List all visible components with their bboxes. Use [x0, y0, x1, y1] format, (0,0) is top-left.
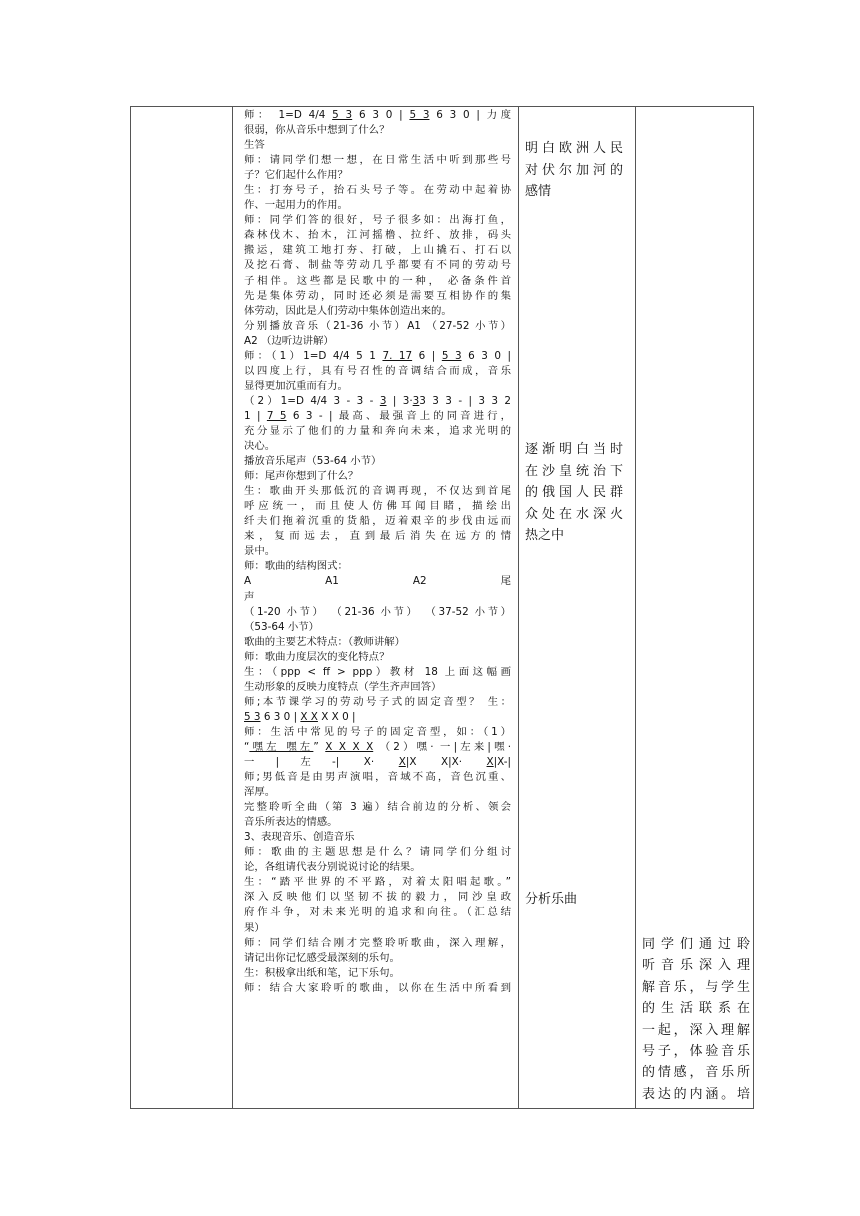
process-line: [244, 529, 511, 544]
underlined-notation: 5 3: [332, 109, 353, 121]
process-text: 子？它们起什么作用？: [244, 169, 348, 182]
intent-line: 在沙皇统治下: [525, 463, 623, 479]
process-line: [244, 574, 511, 589]
process-line: [244, 830, 511, 845]
process-line: [244, 815, 511, 830]
process-text: 分别播放音乐（21-36 小节）A1 （27-52 小节）: [244, 319, 511, 332]
process-text: 景中。: [244, 545, 276, 558]
underlined-notation: 7. 17: [382, 349, 413, 362]
intent-line: 感情: [525, 184, 552, 199]
process-text: 师：尾声你想到了什么？: [244, 470, 359, 483]
table-left-border: [130, 106, 131, 1109]
process-line: [244, 590, 511, 605]
note-line: 听音乐深入理: [642, 958, 750, 974]
process-line: [244, 620, 511, 635]
process-text: “: [244, 740, 250, 753]
process-text: | 3·: [386, 394, 413, 407]
process-line: [244, 168, 511, 183]
process-text: A A1 A2 尾: [244, 575, 511, 588]
notes-column: [642, 934, 750, 1105]
process-line: [244, 740, 511, 755]
process-text: 歌曲的主要艺术特点：（教师讲解）: [244, 635, 406, 648]
process-text: 以四度上行，具有号召性的音调结合而成，音乐: [244, 364, 511, 377]
underlined-notation: 3: [379, 394, 387, 407]
process-line: [244, 319, 511, 334]
process-line: [244, 890, 511, 905]
process-text: 6 3 0 |: [461, 349, 511, 362]
teaching-process-column: [244, 108, 511, 996]
underlined-notation: 3: [412, 394, 420, 407]
process-text: 及挖石膏、制盐等劳动几乎都要有不同的劳动号: [244, 259, 511, 272]
process-line: [244, 183, 511, 198]
process-line: [244, 289, 511, 304]
process-text: 音乐所表达的情感。: [244, 816, 338, 829]
note-line: 解音乐，与学生: [642, 979, 750, 995]
process-text: 师：生活中常见的号子的固定音型，如：（1）: [244, 725, 511, 738]
process-line: [244, 469, 511, 484]
note-line: 的情感，音乐所: [642, 1065, 750, 1081]
process-line: [244, 770, 511, 785]
process-line: [244, 921, 511, 936]
process-text: 3 3 3 - | 3 3 2: [419, 394, 511, 407]
process-text: 生答: [244, 139, 265, 152]
process-text: 6 3 0 |: [352, 109, 410, 121]
process-line: [244, 138, 511, 153]
process-line: [244, 875, 511, 890]
process-line: [244, 860, 511, 875]
note-line: 号子，体验音乐: [642, 1043, 750, 1059]
underlined-notation: 嘿左 嘿左: [249, 740, 314, 753]
process-line: [244, 379, 511, 394]
process-line: [244, 439, 511, 454]
process-text: 师;本节课学习的劳动号子式的固定音型？ 生：: [244, 695, 511, 708]
note-line: 表达的内涵。培: [642, 1086, 750, 1102]
process-text: 生：打夯号子，抬石头号子等。在劳动中起着协: [244, 184, 511, 197]
intent-line: 的俄国人民群: [525, 485, 623, 500]
process-text: 体劳动，因此是人们劳动中集体创造出来的。: [244, 304, 452, 317]
lesson-table: [130, 106, 754, 1109]
process-line: [244, 349, 511, 364]
table-top-border: [130, 106, 754, 107]
underlined-notation: 5 3: [441, 349, 462, 362]
process-line: [244, 274, 511, 289]
process-text: 决心。: [244, 440, 276, 453]
underlined-notation: X: [486, 756, 494, 769]
process-line: [244, 123, 511, 138]
process-text: 请记出你记忆感受最深刻的乐句。: [244, 951, 400, 964]
column-divider-3: [635, 106, 636, 1109]
process-text: 府作斗争，对未来光明的追求和向往。（汇总结: [244, 906, 511, 919]
column-divider-2: [518, 106, 519, 1109]
process-line: [244, 845, 511, 860]
process-text: 6 |: [412, 349, 442, 362]
process-line: [244, 243, 511, 258]
process-line: [244, 936, 511, 951]
underlined-notation: 5 3: [244, 710, 261, 723]
process-line: [244, 228, 511, 243]
intent-line: 众处在水深火: [525, 506, 623, 522]
process-text: （2）1=D 4/4 3 - 3 -: [244, 394, 380, 407]
intent-line: 逐渐明白当时: [525, 442, 623, 457]
process-text: 6 3 - | 最高、最强音上的同音进行，: [286, 409, 511, 422]
process-line: [244, 258, 511, 273]
process-text: 呼应统一，而且使人仿佛耳闻目睹，描绘出: [244, 500, 511, 513]
process-text: 生：（ppp < ff > ppp）教材 18 上面这幅画: [244, 665, 511, 678]
process-text: 声: [244, 590, 255, 603]
process-line: [244, 544, 511, 559]
process-line: [244, 951, 511, 966]
process-text: 显得更加沉重而有力。: [244, 379, 348, 392]
process-line: [244, 394, 511, 409]
process-line: [244, 650, 511, 665]
process-line: [244, 710, 511, 725]
process-line: [244, 680, 511, 695]
column-divider-1: [232, 106, 233, 1109]
process-line: [244, 213, 511, 228]
process-text: 师：结合大家聆听的歌曲，以你在生活中所看到: [244, 981, 511, 994]
note-line: 的生活联系在: [642, 1001, 750, 1017]
note-line: 同学们通过聆: [642, 937, 750, 952]
process-text: |X X|X·: [405, 756, 487, 769]
underlined-notation: 7 5: [266, 409, 287, 422]
process-line: [244, 800, 511, 815]
process-line: [244, 981, 511, 996]
process-text: 1 |: [244, 409, 267, 422]
process-text: X X 0 |: [317, 710, 356, 723]
note-line: 一起，深入理解: [642, 1022, 750, 1038]
design-intent-block-2: [525, 439, 623, 547]
process-text: 师：歌曲的结构图式：: [244, 560, 348, 573]
process-line: [244, 559, 511, 574]
intent-line: 明白欧洲人民: [525, 141, 623, 156]
process-text: 论，各组请代表分别说说讨论的结果。: [244, 861, 421, 874]
process-line: [244, 635, 511, 650]
process-line: [244, 725, 511, 740]
process-text: 深入反映他们以坚韧不拔的毅力，同沙皇政: [244, 891, 511, 904]
process-text: 师：（1）1=D 4/4 5 1: [244, 349, 383, 362]
process-text: 6 3 0 | 力度: [429, 109, 511, 121]
intent-line: 热之中: [525, 528, 565, 543]
process-text: 森林伐木、抬木，江河摇橹、拉纤、放排，码头: [244, 229, 511, 242]
process-text: 纤夫们拖着沉重的货船，迈着艰辛的步伐由远而: [244, 515, 511, 528]
process-line: [244, 695, 511, 710]
process-text: 播放音乐尾声（53-64 小节）: [244, 455, 382, 468]
process-line: [244, 665, 511, 680]
process-line: [244, 334, 511, 349]
process-text: 来，复而远去，直到最后消失在远方的情: [244, 530, 511, 543]
intent-line: 对伏尔加河的: [525, 162, 623, 178]
process-line: [244, 785, 511, 800]
intent-line: 分析乐曲: [525, 892, 578, 907]
process-text: 浑厚。: [244, 786, 276, 799]
underlined-notation: X X X X: [325, 740, 374, 753]
process-text: 6 3 0 |: [260, 710, 301, 723]
process-line: [244, 198, 511, 213]
process-text: 生动形象的反映力度特点（学生齐声回答）: [244, 680, 442, 693]
process-line: [244, 454, 511, 469]
process-line: [244, 966, 511, 981]
process-text: 师;男低音是由男声演唱，音域不高，音色沉重、: [244, 771, 511, 784]
process-text: 师：歌曲的主题思想是什么？请同学们分组讨: [244, 846, 511, 859]
process-text: （53-64 小节）: [244, 620, 320, 633]
underlined-notation: X: [398, 756, 406, 769]
process-text: |X-|: [493, 756, 511, 769]
table-right-border: [753, 106, 754, 1109]
process-text: 一|左-| X·: [244, 756, 399, 769]
process-text: ”: [313, 740, 326, 753]
process-text: 子相伴。这些都是民歌中的一种， 必备条件首: [244, 274, 511, 287]
process-text: 师： 1=D 4/4: [244, 109, 333, 121]
process-text: 充分显示了他们的力量和奔向未来，追求光明的: [244, 424, 511, 437]
process-text: 搬运，建筑工地打夯、打破，上山撬石、打石以: [244, 244, 511, 257]
process-text: 3、表现音乐、创造音乐: [244, 831, 355, 844]
process-text: 师：请同学们想一想，在日常生活中听到那些号: [244, 154, 511, 167]
process-line: [244, 153, 511, 168]
process-line: [244, 424, 511, 439]
process-text: 作、一起用力的作用。: [244, 199, 348, 212]
process-text: 生：歌曲开头那低沉的音调再现，不仅达到首尾: [244, 485, 511, 498]
process-line: [244, 409, 511, 424]
process-text: （1-20 小节） （21-36 小节） （37-52 小节）: [244, 605, 511, 618]
process-text: 很弱，你从音乐中想到了什么？: [244, 124, 390, 137]
design-intent-block-3: [525, 889, 623, 911]
process-text: （2）嘿· 一|左来|嘿·: [373, 740, 511, 753]
process-line: [244, 484, 511, 499]
process-text: A2 （边听边讲解）: [244, 334, 334, 347]
process-line: [244, 905, 511, 920]
process-line: [244, 499, 511, 514]
process-text: 完整聆听全曲（第 3 遍）结合前边的分析、领会: [244, 801, 511, 814]
process-line: [244, 605, 511, 620]
process-line: [244, 304, 511, 319]
table-bottom-border: [130, 1108, 754, 1109]
process-text: 先是集体劳动，同时还必须是需要互相协作的集: [244, 289, 511, 302]
process-text: 果）: [244, 921, 265, 934]
process-text: 师：同学们答的很好，号子很多如：出海打鱼，: [244, 214, 511, 227]
process-text: 生：“踏平世界的不平路，对着太阳唱起歌。”: [244, 876, 511, 889]
process-text: 师：歌曲力度层次的变化特点？: [244, 650, 390, 663]
design-intent-block-1: [525, 138, 623, 203]
process-text: 生：积极拿出纸和笔，记下乐句。: [244, 966, 400, 979]
process-text: 师：同学们结合刚才完整聆听歌曲，深入理解，: [244, 936, 511, 949]
process-line: [244, 514, 511, 529]
process-line: [244, 108, 511, 123]
underlined-notation: X X: [300, 710, 318, 723]
underlined-notation: 5 3: [409, 109, 430, 121]
process-line: [244, 364, 511, 379]
process-line: [244, 755, 511, 770]
